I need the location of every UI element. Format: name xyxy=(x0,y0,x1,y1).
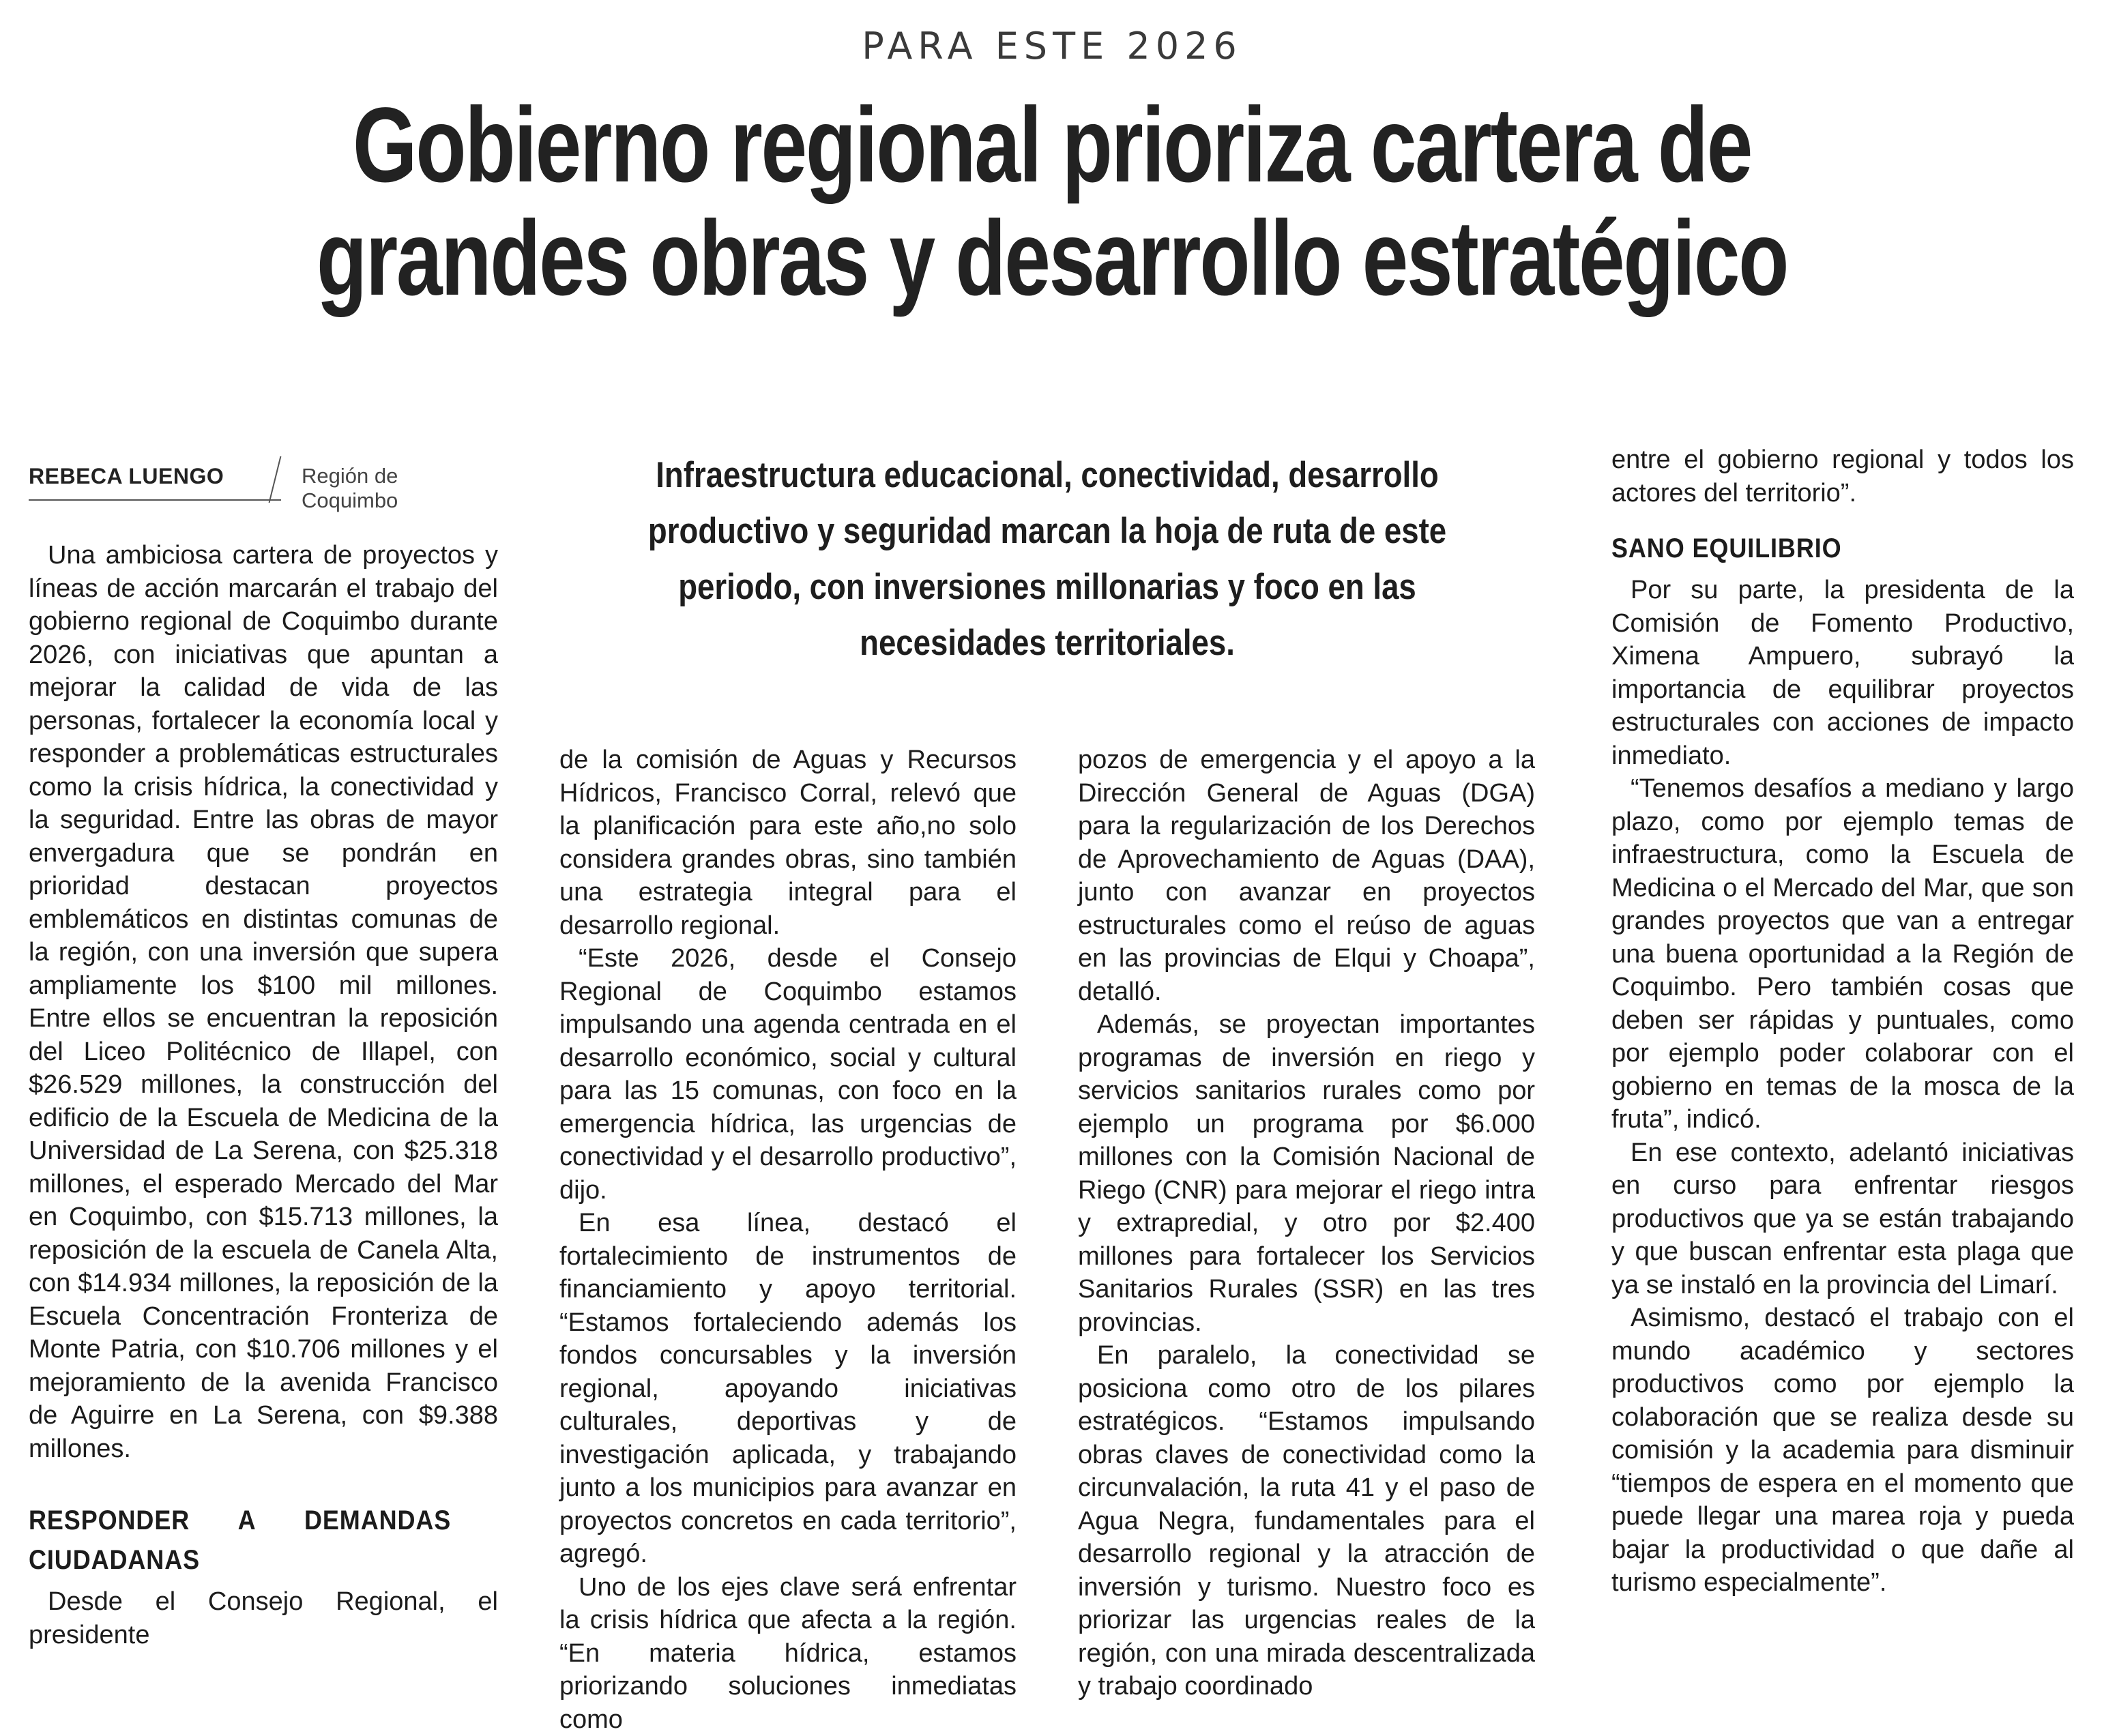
lead-summary xyxy=(559,447,1535,671)
lead-line-3: periodo, con inversiones millonarias y foco en las xyxy=(628,559,1467,615)
lead-line-1: Infraestructura educacional, conectividad, desarrollo xyxy=(628,447,1467,503)
body-paragraph: Asimismo, destacó el trabajo con el mundo académico y sectores productivos como por ejemplo la colaboración que se realiza desde su comisión y la academia para disminuir “tiempos de espera en el momento que puede llegar una marea roja y pueda bajar la productividad o que dañe al turismo especialmente”. xyxy=(1611,1301,2074,1600)
section-kicker: PARA ESTE 2026 xyxy=(0,25,2104,68)
body-paragraph: Desde el Consejo Regional, el presidente xyxy=(29,1585,498,1651)
body-paragraph: Una ambiciosa cartera de proyectos y líneas de acción marcarán el trabajo del gobierno regional de Coquimbo durante 2026, con iniciativas que apuntan a mejorar la calidad de vida de las personas, fortalecer la economía local y responder a problemáticas estructurales como la crisis hídrica, la conectividad y la seguridad. Entre las obras de mayor envergadura que se pondrán en prioridad destacan proyectos emblemáticos en distintas comunas de la región, con una inversión que supera ampliamente los $100 mil millones. Entre ellos se encuentran la reposición del Liceo Politécnico de Illapel, con $26.529 millones, la construcción del edificio de la Escuela de Medicina de la Universidad de La Serena, con $25.318 millones, el esperado Mercado del Mar en Coquimbo, con $15.713 millones, la reposición de la escuela de Canela Alta, con $14.934 millones, la reposición de la Escuela Concentración Fronteriza de Monte Patria, con $10.706 millones y el mejoramiento de la avenida Francisco de Aguirre en La Serena, con $9.388 millones. xyxy=(29,539,498,1465)
body-paragraph: de la comisión de Aguas y Recursos Hídricos, Francisco Corral, relevó que la planificación para este año,no solo considera grandes obras, sino también una estrategia integral para el desarrollo regional. xyxy=(559,744,1017,942)
body-paragraph: En ese contexto, adelantó iniciativas en curso para enfrentar riesgos productivos que ya se están trabajando y que buscan enfrentar esta plaga que ya se instaló en la provincia del Limarí. xyxy=(1611,1136,2074,1302)
article-column-2 xyxy=(559,744,1017,1736)
byline xyxy=(29,454,497,503)
body-paragraph: Además, se proyectan importantes programas de inversión en riego y servicios sanitarios rurales como por ejemplo un programa por $6.000 millones con la Comisión Nacional de Riego (CNR) para mejorar el riego intra y extrapredial, y otro por $2.400 millones para fortalecer los Servicios Sanitarios Rurales (SSR) en las tres provincias. xyxy=(1078,1008,1535,1339)
body-paragraph: “Tenemos desafíos a mediano y largo plazo, como por ejemplo temas de infraestructura, como la Escuela de Medicina o el Mercado del Mar, que son grandes proyectos que van a entregar una buena oportunidad a la Región de Coquimbo. Pero también cosas que deben ser rápidas y puntuales, como por ejemplo poder colaborar con el gobierno en temas de la mosca de la fruta”, indicó. xyxy=(1611,772,2074,1136)
body-paragraph: entre el gobierno regional y todos los actores del territorio”. xyxy=(1611,443,2074,510)
body-paragraph: En paralelo, la conectividad se posiciona como otro de los pilares estratégicos. “Estamos impulsando obras claves de conectividad como la circunvalación, la ruta 41 y el paso de Agua Negra, fundamentales para el desarrollo regional y la atracción de inversión y turismo. Nuestro foco es priorizar las urgencias reales de la región, con una mirada descentralizada y trabajo coordinado xyxy=(1078,1339,1535,1703)
body-paragraph: Por su parte, la presidenta de la Comisión de Fomento Productivo, Ximena Ampuero, subrayó la importancia de equilibrar proyectos estructurales con acciones de impacto inmediato. xyxy=(1611,574,2074,772)
body-paragraph: “Este 2026, desde el Consejo Regional de Coquimbo estamos impulsando una agenda centrada en el desarrollo económico, social y cultural para las 15 comunas, con foco en la emergencia hídrica, las urgencias de conectividad y el desarrollo productivo”, dijo. xyxy=(559,942,1017,1207)
author-name: REBECA LUENGO xyxy=(29,464,224,489)
headline-line-2: grandes obras y desarrollo estratégico xyxy=(252,202,1851,315)
headline xyxy=(252,89,1851,315)
subheading-responder-a-demandas: RESPONDER A DEMANDAS CIUDADANAS xyxy=(29,1501,451,1580)
article-column-1 xyxy=(29,539,498,1651)
body-paragraph: En esa línea, destacó el fortalecimiento de instrumentos de financiamiento y apoyo territorial. “Estamos fortaleciendo además los fondos concursables y la inversión regional, apoyando iniciativas culturales, deportivas y de investigación aplicada, y trabajando junto a los municipios para avanzar en proyectos concretos en cada territorio”, agregó. xyxy=(559,1207,1017,1571)
body-paragraph: pozos de emergencia y el apoyo a la Dirección General de Aguas (DGA) para la regularización de los Derechos de Aprovechamiento de Aguas (DAA), junto con avanzar en proyectos estructurales como el reúso de aguas en las provincias de Elqui y Choapa”, detalló. xyxy=(1078,744,1535,1008)
body-paragraph: Uno de los ejes clave será enfrentar la crisis hídrica que afecta a la región. “En materia hídrica, estamos priorizando soluciones inmediatas como xyxy=(559,1571,1017,1736)
lead-line-4: necesidades territoriales. xyxy=(628,615,1467,671)
article-column-3 xyxy=(1078,744,1535,1703)
article-column-4 xyxy=(1611,443,2074,1600)
byline-slash-divider xyxy=(269,456,282,503)
subheading-sano-equilibrio: SANO EQUILIBRIO xyxy=(1611,529,2028,568)
lead-line-2: productivo y seguridad marcan la hoja de ruta de este xyxy=(628,503,1467,559)
byline-rule xyxy=(29,499,281,501)
byline-region: Región de Coquimbo xyxy=(302,464,497,513)
headline-line-1: Gobierno regional prioriza cartera de xyxy=(252,89,1851,202)
